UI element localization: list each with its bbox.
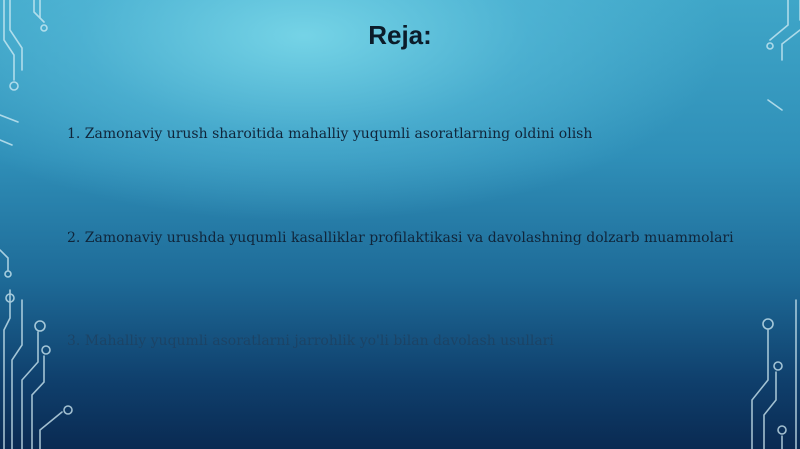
plan-item-2: 2. Zamonaviy urushda yuqumli kasalliklar profilaktikasi va davolashning dolzarb muammolari [67,230,734,246]
slide-title: Reja: [368,20,432,50]
plan-item-1: 1. Zamonaviy urush sharoitida mahalliy yuqumli asoratlarning oldini olish [67,126,593,142]
plan-item-3: 3. Mahalliy yuqumli asoratlarni jarrohlik yo'li bilan davolash usullari [67,333,554,349]
